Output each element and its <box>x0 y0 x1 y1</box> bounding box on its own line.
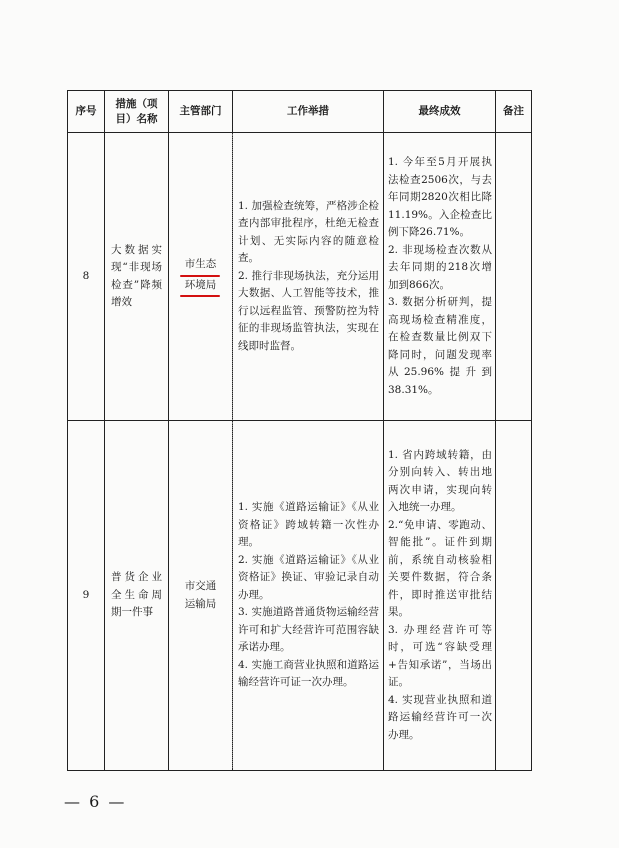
row-number: 9 <box>68 421 105 771</box>
header-no: 序号 <box>68 91 105 133</box>
table-row <box>68 133 532 421</box>
department-cell <box>169 421 233 771</box>
work-item: 1. 实施《道路运输证》《从业资格证》跨域转籍一次性办理。 <box>238 501 379 549</box>
department-underlined <box>182 256 220 297</box>
result-item: 4. 实现营业执照和道路运输经营许可一次办理。 <box>388 693 492 741</box>
result-item: 1. 今年至5月开展执法检查2506次，与去年同期2820次相比降11.19%。入企检查比例下降26.71%。 <box>388 156 492 238</box>
work-item: 2. 推行非现场执法，充分运用大数据、人工智能等技术，推行以远程监管、预警防控为特征的非现场监管执法，实现在线即时监督。 <box>238 269 379 352</box>
header-work: 工作举措 <box>233 91 384 133</box>
result-item: 3. 数据分析研判，提高现场检查精准度，在检查数量比例双下降同时，问题发现率从25.96%提升到38.31%。 <box>388 296 492 396</box>
header-name: 措施（项目）名称 <box>105 91 169 133</box>
table-row <box>68 421 532 771</box>
work-item: 3. 实施道路普通货物运输经营许可和扩大经营许可范围容缺承诺办理。 <box>238 606 379 654</box>
work-measures-cell <box>233 133 384 421</box>
department-line-2: 运输局 <box>184 597 217 610</box>
note-cell <box>496 421 532 771</box>
header-note: 备注 <box>496 91 532 133</box>
measure-name: 大数据实现“非现场检查”降频增效 <box>105 133 169 421</box>
work-item: 4. 实施工商营业执照和道路运输经营许可证一次办理。 <box>238 658 379 689</box>
scan-artifact-line <box>232 422 234 768</box>
result-item: 1. 省内跨域转籍，由分别向转入、转出地两次申请，实现向转入地统一办理。 <box>388 448 492 514</box>
header-dept: 主管部门 <box>169 91 233 133</box>
department-cell <box>169 133 233 421</box>
results-cell <box>384 421 496 771</box>
work-item: 2. 实施《道路运输证》《从业资格证》换证、审验记录自动办理。 <box>238 553 379 601</box>
work-item: 1. 加强检查统筹，严格涉企检查内部审批程序，杜绝无检查计划、无实际内容的随意检查。 <box>238 199 379 265</box>
result-item: 3. 办理经营许可等时，可选“容缺受理+告知承诺”，当场出证。 <box>388 623 492 689</box>
department-line-2: 环境局 <box>184 278 217 291</box>
result-item: 2. 非现场检查次数从去年同期的218次增加到866次。 <box>388 243 492 291</box>
work-measures-cell <box>233 421 384 771</box>
result-item: 2.“免申请、零跑动、智能批”。证件到期前，系统自动核验相关要件数据，符合条件，即时推送审批结果。 <box>388 518 492 619</box>
results-cell <box>384 133 496 421</box>
measure-name: 普货企业全生命周期一件事 <box>105 421 169 771</box>
table-header-row <box>68 91 532 133</box>
red-underline-mark <box>180 275 220 277</box>
row-number: 8 <box>68 133 105 421</box>
measures-table <box>67 90 532 771</box>
scan-artifact-line <box>232 134 234 420</box>
department-line-1: 市生态 <box>184 258 217 270</box>
department-line-1: 市交通 <box>184 580 217 592</box>
page-number: — 6 — <box>64 792 127 811</box>
header-results: 最终成效 <box>384 91 496 133</box>
red-underline-mark <box>180 295 220 297</box>
note-cell <box>496 133 532 421</box>
